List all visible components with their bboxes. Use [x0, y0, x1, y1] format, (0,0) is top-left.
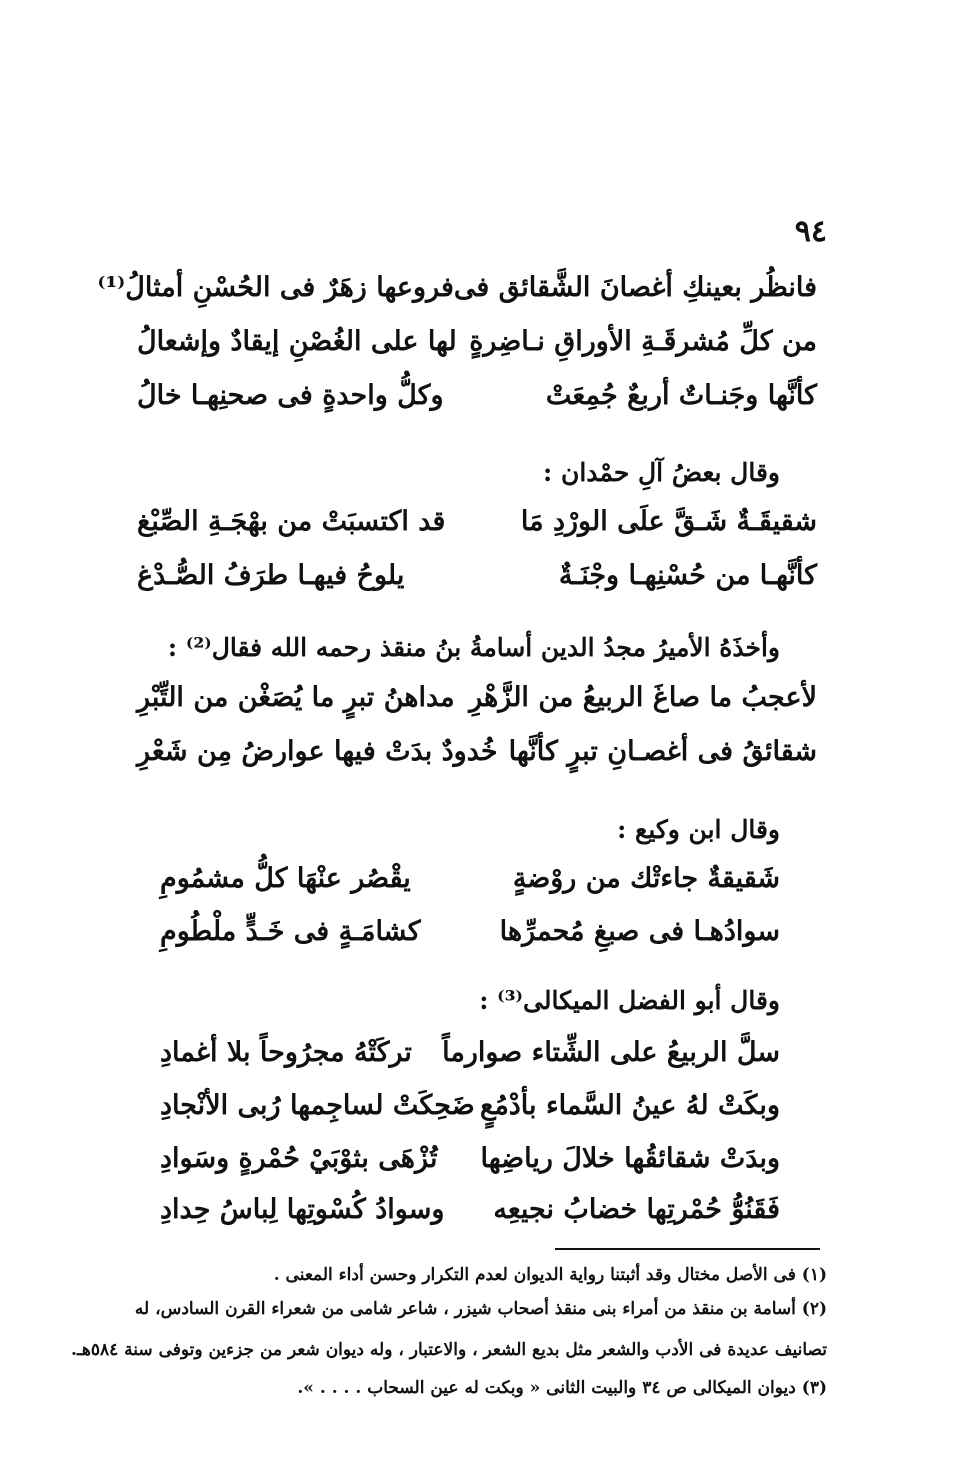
verse-line: [160, 1194, 780, 1225]
second-hemistich: قد اكتسبَتْ من بهْجَـةِ الصِّبْغ: [137, 506, 446, 537]
first-hemistich: سلَّ الربيعُ على الشِّتاء صوارماً: [442, 1037, 780, 1068]
verse-line: [160, 1037, 780, 1068]
second-hemistich: ضَحِكَتْ لساجِمها رُبى الأنْجادِ: [160, 1090, 475, 1121]
verse-line: [160, 916, 780, 947]
second-hemistich: مداهنُ تبرٍ ما يُصَغْن من التِّبْرِ: [137, 682, 455, 713]
first-hemistich: من كلِّ مُشرقَـةِ الأوراقِ نـاضِرةٍ: [469, 326, 817, 357]
second-hemistich: فروعها زهَرٌ فى الحُسْنِ أمثالُ⁽¹⁾: [97, 272, 454, 303]
first-hemistich: فانظُر بعينكِ أغصانَ الشَّقائق فى: [453, 272, 817, 303]
footnote-separator: [555, 1248, 820, 1250]
first-hemistich: سوادُهـا فى صبغِ مُحمرِّها: [499, 916, 780, 947]
poem-intro: وقال أبو الفضل الميكالى⁽³⁾ :: [479, 986, 780, 1015]
first-hemistich: شَقيقةٌ جاءتْك من روْضةٍ: [512, 863, 780, 894]
verse-line: [137, 326, 817, 357]
second-hemistich: كشامَـةٍ فى خَـدٍّ ملْطُومِ: [160, 916, 421, 947]
first-hemistich: شقيقَـةٌ شَـقَّ علَى الورْدِ مَا: [520, 506, 817, 537]
second-hemistich: يلوحُ فيهـا طرَفُ الصُّـدْغ: [137, 560, 405, 591]
second-hemistich: لها على الغُصْنِ إيقادٌ وإشعالُ: [137, 326, 457, 357]
page-number: ٩٤: [794, 214, 827, 249]
first-hemistich: وبكَتْ لهُ عينُ السَّماء بأدْمُعٍ: [479, 1090, 780, 1121]
verse-line: [137, 380, 817, 411]
second-hemistich: وسوادُ كُسْوتِها لِباسُ حِدادِ: [160, 1194, 445, 1225]
verse-line: [160, 1090, 780, 1121]
verse-line: [160, 863, 780, 894]
verse-line: [97, 272, 817, 303]
second-hemistich: يقْصُر عنْهَا كلُّ مشمُومِ: [160, 863, 411, 894]
verse-line: [137, 736, 817, 767]
first-hemistich: شقائقُ فى أغصـانِ تبرٍ كأنَّها: [508, 736, 817, 767]
first-hemistich: كأنَّها وجَنـاتٌ أربعٌ جُمِعَتْ: [545, 380, 817, 411]
verse-line: [137, 560, 817, 591]
verse-line: [137, 506, 817, 537]
footnote: (١) فى الأصل مختال وقد أثبتنا رواية الديوان لعدم التكرار وحسن أداء المعنى .: [273, 1265, 827, 1285]
verse-line: [137, 682, 817, 713]
first-hemistich: وبدَتْ شقائقُها خلالَ رياضِها: [480, 1143, 780, 1174]
second-hemistich: وكلُّ واحدةٍ فى صحنِهـا خالُ: [137, 380, 444, 411]
first-hemistich: فَقَنُوُّ حُمْرتِها خضابُ نجيعِه: [493, 1194, 780, 1225]
second-hemistich: تركَتْهُ مجرُوحاً بلا أغمادِ: [160, 1037, 412, 1068]
poem-intro: وأخذَهُ الأميرُ مجدُ الدين أسامةُ بنُ منقذ رحمه الله فقال⁽²⁾ :: [167, 633, 780, 662]
footnote: (٢) أسامة بن منقذ من أمراء بنى منقذ أصحاب شيزر ، شاعر شامى من شعراء القرن السادس، له: [134, 1299, 827, 1319]
footnote: (٣) ديوان الميكالى ص ٣٤ والبيت الثانى « وبكت له عين السحاب . . . . ».: [297, 1378, 827, 1398]
poem-intro: وقال ابن وكيع :: [617, 815, 780, 844]
verse-line: [160, 1143, 780, 1174]
second-hemistich: تُزْهَى بثوْبَيْ حُمْرةٍ وسَوادِ: [160, 1143, 438, 1174]
first-hemistich: كأنَّهـا من حُسْنِهـا وجْنَـةٌ: [558, 560, 817, 591]
first-hemistich: لأعجبُ ما صاغَ الربيعُ من الزَّهْرِ: [469, 682, 817, 713]
footnote: تصانيف عديدة فى الأدب والشعر مثل بديع الشعر ، والاعتبار ، وله ديوان شعر من جزءين وتوفى سنة ٥٨٤هـ.: [70, 1340, 827, 1360]
poem-intro: وقال بعضُ آلِ حمْدان :: [543, 458, 780, 487]
second-hemistich: خُدودٌ بدَتْ فيها عوارضُ مِن شَعْرِ: [137, 736, 498, 767]
